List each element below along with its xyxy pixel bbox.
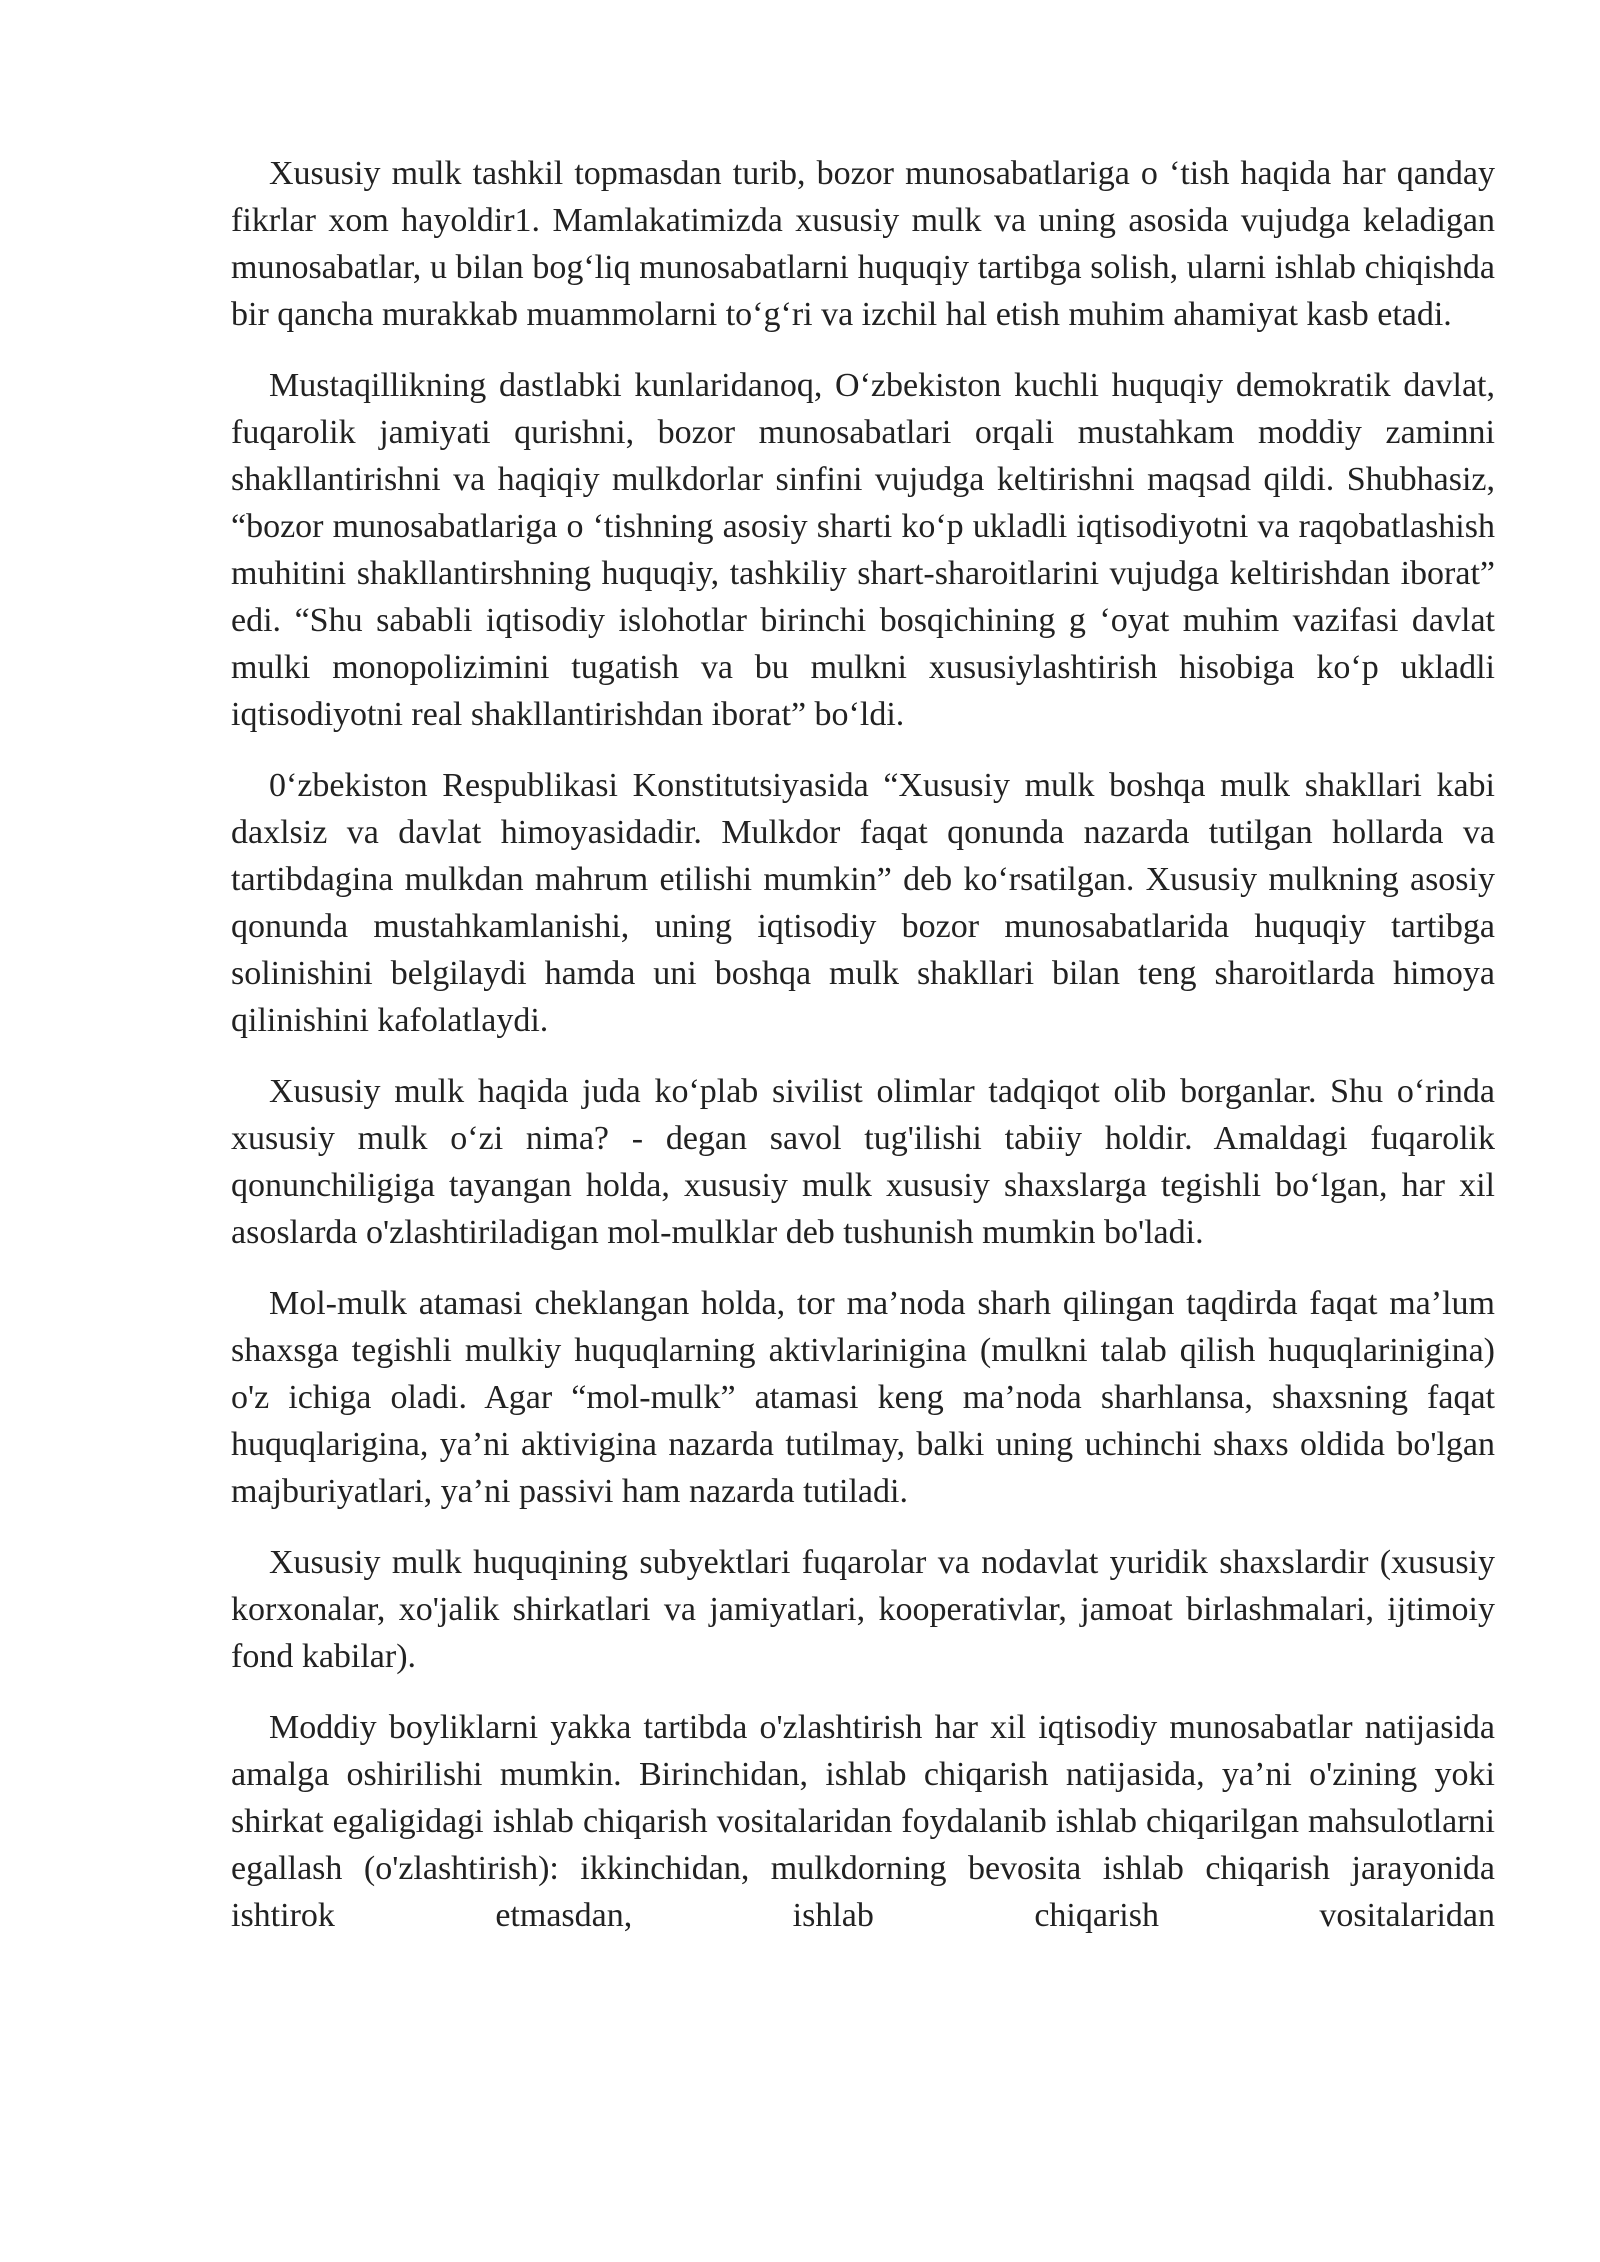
paragraph-4: Xususiy mulk haqida juda ko‘plab sivilist olimlar tadqiqot olib borganlar. Shu o‘rinda xususiy mulk o‘zi nima? - degan savol tug'ilishi tabiiy holdir. Amaldagi fuqarolik qonunchiligiga tayangan holda, xususiy mulk xususiy shaxslarga tegishli bo‘lgan, har xil asoslarda o'zlashtiriladigan mol-mulklar deb tushunish mumkin bo'ladi. (231, 1073, 1495, 1251)
paragraph-6: Xususiy mulk huquqining subyektlari fuqarolar va nodavlat yuridik shaxslardir (xususiy korxonalar, xo'jalik shirkatlari va jamiyatlari, kooperativlar, jamoat birlashmalari, ijtimoiy fond kabilar). (231, 1544, 1495, 1675)
paragraph-2: Mustaqillikning dastlabki kunlaridanoq, O‘zbekiston kuchli huquqiy demokratik davlat, fuqarolik jamiyati qurishni, bozor munosabatlari orqali mustahkam moddiy zaminni shakllantirishni va haqiqiy mulkdorlar sinfini vujudga keltirishni maqsad qildi. Shubhasiz, “bozor munosabatlariga o ‘tishning asosiy sharti ko‘p ukladli iqtisodiyotni va raqobatlashish muhitini shakllantirshning huquqiy, tashkiliy shart-sharoitlarini vujudga keltirishdan iborat” edi. “Shu sababli iqtisodiy islohotlar birinchi bosqichining g ‘oyat muhim vazifasi davlat mulki monopolizimini tugatish va bu mulkni xususiylashtirish hisobiga ko‘p ukladli iqtisodiyotni real shakllantirishdan iborat” bo‘ldi. (231, 367, 1495, 733)
paragraph-7: Moddiy boyliklarni yakka tartibda o'zlashtirish har xil iqtisodiy munosabatlar natijasida amalga oshirilishi mumkin. Birinchidan, ishlab chiqarish natijasida, ya’ni o'zining yoki shirkat egaligidagi ishlab chiqarish vositalaridan foydalanib ishlab chiqarilgan mahsulotlarni egallash (o'zlashtirish): ikkinchidan, mulkdorning bevosita ishlab chiqarish jarayonida ishtirok etmasdan, ishlab chiqarish vositalaridan (231, 1709, 1495, 1934)
paragraph-5: Mol-mulk atamasi cheklangan holda, tor ma’noda sharh qilingan taqdirda faqat ma’lum shaxsga tegishli mulkiy huquqlarning aktivlarinigina (mulkni talab qilish huquqlarinigina) o'z ichiga oladi. Agar “mol-mulk” atamasi keng ma’noda sharhlansa, shaxsning faqat huquqlarigina, ya’ni aktivigina nazarda tutilmay, balki uning uchinchi shaxs oldida bo'lgan majburiyatlari, ya’ni passivi ham nazarda tutiladi. (231, 1285, 1495, 1510)
paragraph-3: 0‘zbekiston Respublikasi Konstitutsiyasida “Xususiy mulk boshqa mulk shakllari kabi daxlsiz va davlat himoyasidadir. Mulkdor faqat qonunda nazarda tutilgan hollarda va tartibdagina mulkdan mahrum etilishi mumkin” deb ko‘rsatilgan. Xususiy mulkning asosiy qonunda mustahkamlanishi, uning iqtisodiy bozor munosabatlarida huquqiy tartibga solinishini belgilaydi hamda uni boshqa mulk shakllari bilan teng sharoitlarda himoya qilinishini kafolatlaydi. (231, 767, 1495, 1039)
document-page (231, 150, 1495, 1939)
paragraph-1: Xususiy mulk tashkil topmasdan turib, bozor munosabatlariga o ‘tish haqida har qanday fikrlar xom hayoldir1. Mamlakatimizda xususiy mulk va uning asosida vujudga keladigan munosabatlar, u bilan bog‘liq munosabatlarni huquqiy tartibga solish, ularni ishlab chiqishda bir qancha murakkab muammolarni to‘g‘ri va izchil hal etish muhim ahamiyat kasb etadi. (231, 155, 1495, 333)
